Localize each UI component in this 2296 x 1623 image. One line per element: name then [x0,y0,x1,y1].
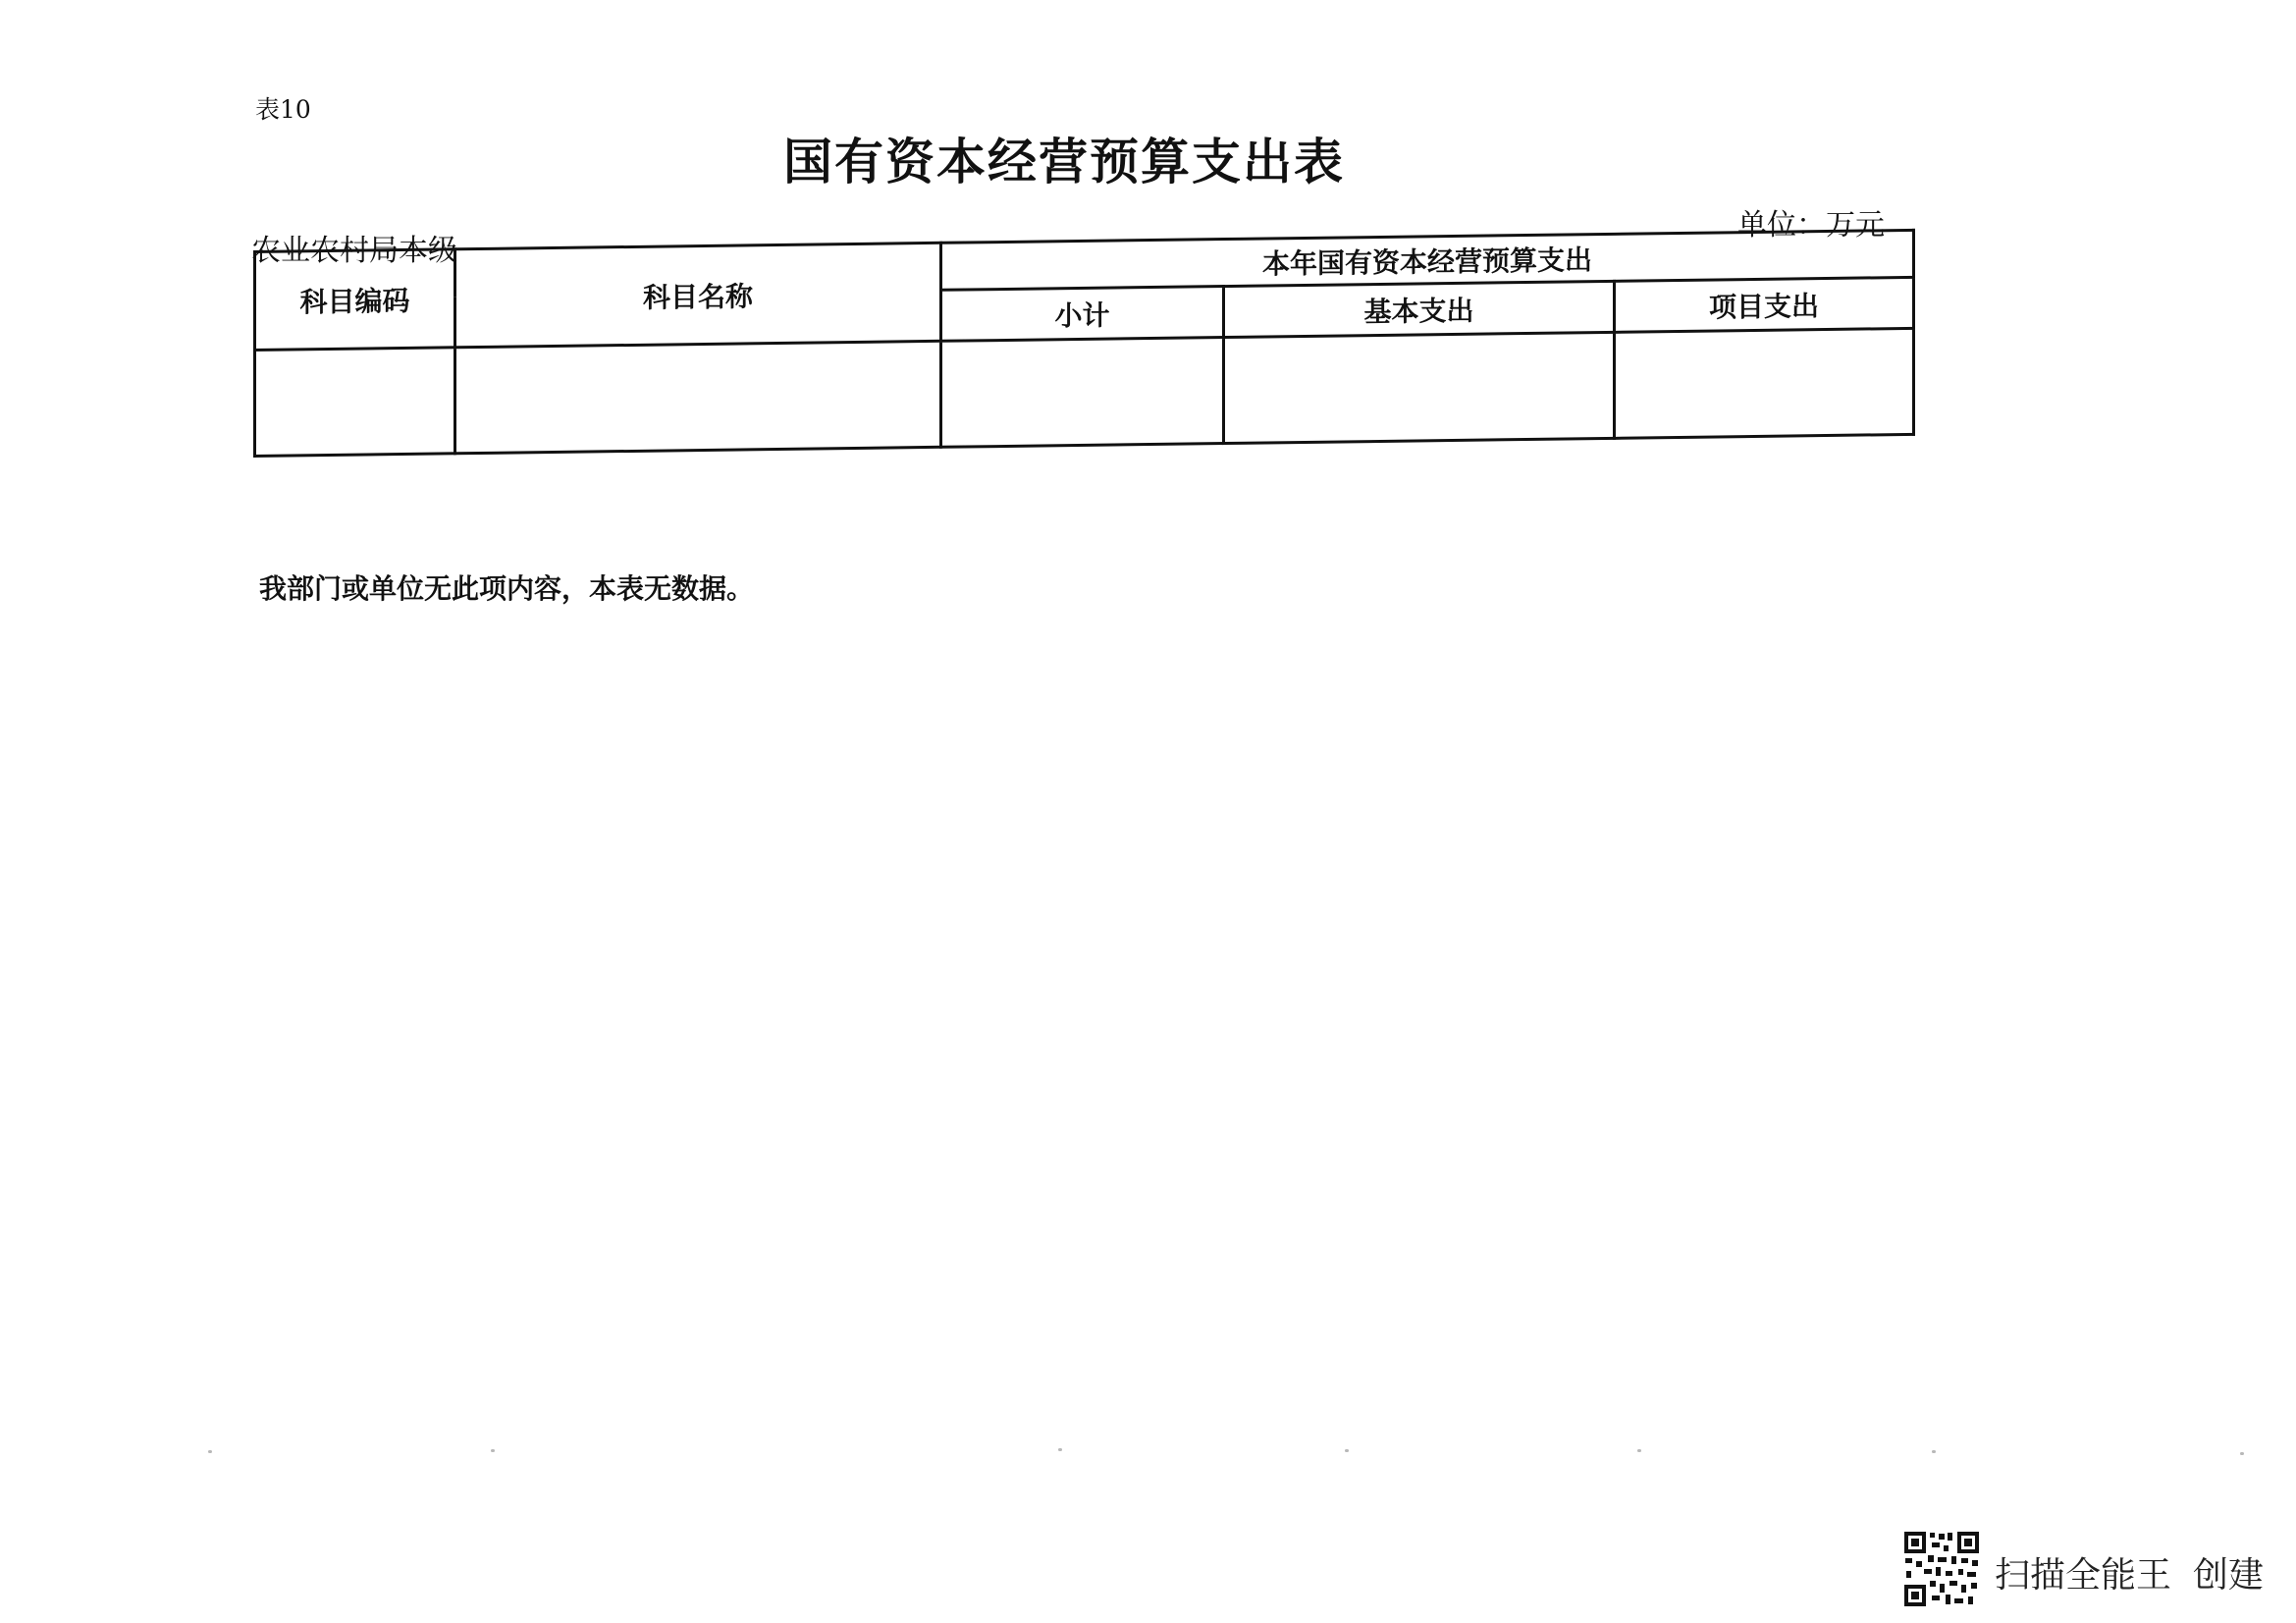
department-label: 农业农村局本级 [251,234,457,268]
scanner-app-name: 扫描全能王 [1995,1555,2172,1596]
cell-project-expenditure [1615,328,1914,438]
scan-speck [2240,1452,2244,1455]
cell-subject-name [455,341,941,453]
header-subtotal: 小计 [941,287,1224,342]
table-row [255,328,1914,456]
header-basic-expenditure: 基本支出 [1224,281,1615,337]
scan-speck [1058,1448,1062,1451]
unit-label: 单位：万元 [1737,208,1885,243]
scanner-watermark [1995,1547,2264,1597]
scan-speck [1345,1449,1349,1452]
header-subject-name: 科目名称 [455,243,941,347]
scan-speck [491,1449,495,1452]
header-current-year-expenditure: 本年国有资本经营预算支出 [941,230,1914,290]
qr-code-icon [1902,1530,1981,1608]
header-project-expenditure: 项目支出 [1615,277,1914,332]
scan-speck [1932,1450,1936,1453]
scan-speck [1637,1449,1641,1452]
page-title: 国有资本经营预算支出表 [783,133,1345,190]
cell-basic-expenditure [1224,332,1615,443]
scanner-action: 创建 [2193,1555,2265,1596]
cell-subtotal [941,338,1224,448]
no-data-note: 我部门或单位无此项内容，本表无数据。 [259,572,755,605]
budget-expenditure-table [253,229,1915,458]
cell-subject-code [255,348,455,457]
table-number: 表10 [255,95,311,124]
scan-speck [208,1450,212,1453]
header-subject-code: 科目编码 [255,249,455,351]
